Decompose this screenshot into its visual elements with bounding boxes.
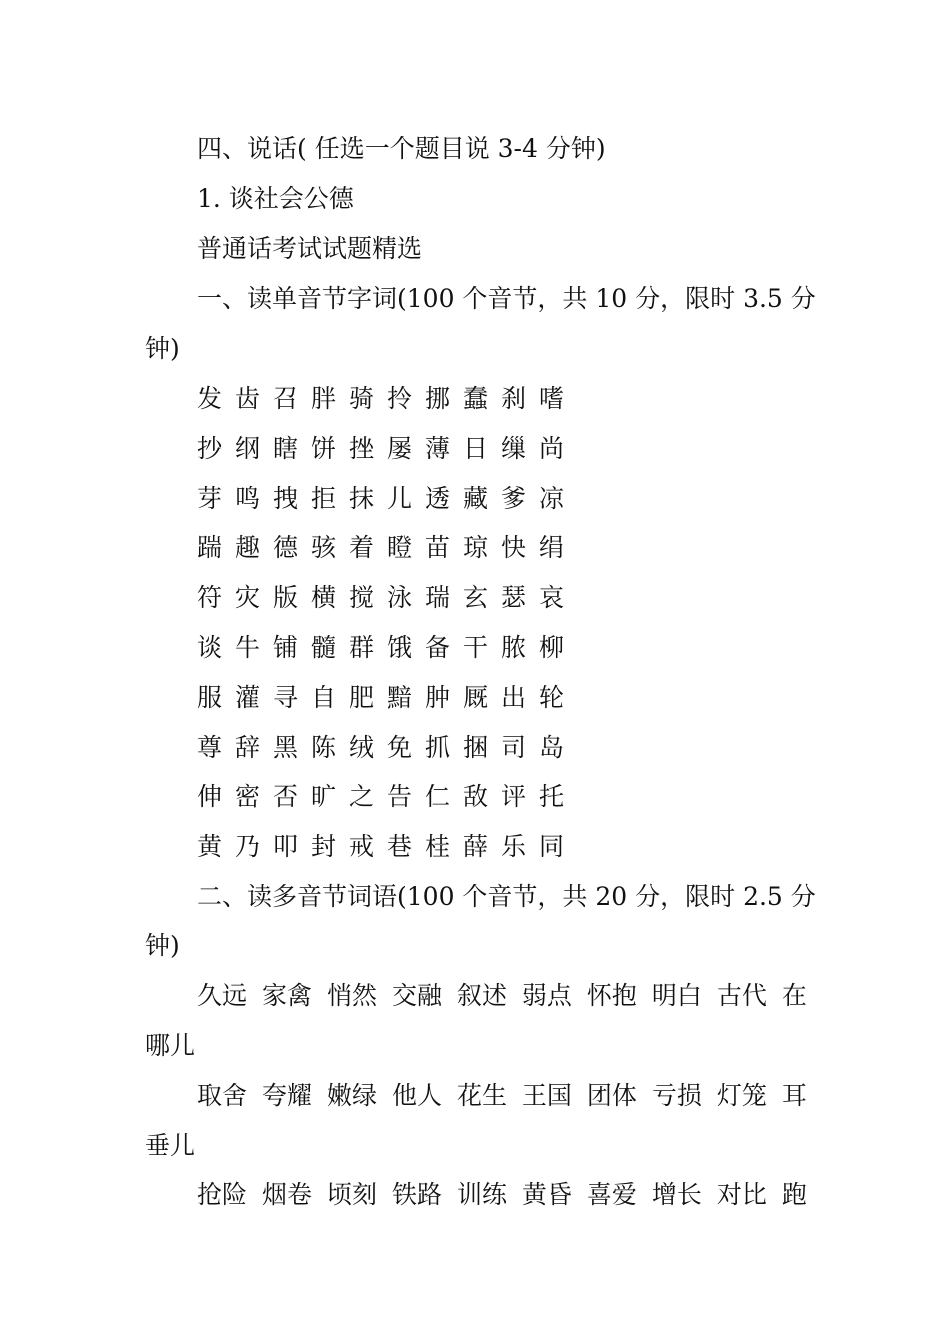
char-row xyxy=(197,384,577,414)
char-row xyxy=(197,633,577,663)
syllable-char: 否 xyxy=(273,782,299,811)
syllable-char: 乃 xyxy=(235,832,261,861)
syllable-char: 铺 xyxy=(273,633,299,662)
syllable-char: 之 xyxy=(349,782,375,811)
syllable-char: 群 xyxy=(349,633,375,662)
word-item: 王国 xyxy=(521,1081,572,1110)
syllable-char: 黑 xyxy=(273,733,299,762)
word-row-wrap: 哪儿 xyxy=(145,1031,196,1060)
word-item: 对比 xyxy=(716,1180,767,1209)
syllable-char: 儿 xyxy=(387,484,413,513)
char-row xyxy=(197,484,577,514)
syllable-char: 辞 xyxy=(235,733,261,762)
word-item: 在 xyxy=(781,981,807,1010)
syllable-char: 挪 xyxy=(425,384,451,413)
syllable-char: 凉 xyxy=(539,484,565,513)
word-item: 弱点 xyxy=(521,981,572,1010)
syllable-char: 灌 xyxy=(235,683,261,712)
syllable-char: 刹 xyxy=(501,384,527,413)
word-item: 训练 xyxy=(456,1180,507,1209)
syllable-char: 轮 xyxy=(539,683,565,712)
syllable-char: 琼 xyxy=(463,533,489,562)
word-item: 古代 xyxy=(716,981,767,1010)
syllable-char: 备 xyxy=(425,633,451,662)
syllable-char: 抓 xyxy=(425,733,451,762)
syllable-char: 仁 xyxy=(425,782,451,811)
word-item: 久远 xyxy=(197,981,248,1010)
syllable-char: 纲 xyxy=(235,434,261,463)
word-item: 烟卷 xyxy=(261,1180,312,1209)
syllable-char: 同 xyxy=(539,832,565,861)
word-item: 团体 xyxy=(586,1081,637,1110)
syllable-char: 齿 xyxy=(235,384,261,413)
speaking-topic: 1. 谈社会公德 xyxy=(197,184,354,213)
char-row xyxy=(197,782,577,812)
syllable-char: 尊 xyxy=(197,733,223,762)
syllable-char: 叩 xyxy=(273,832,299,861)
syllable-char: 缫 xyxy=(501,434,527,463)
syllable-char: 陈 xyxy=(311,733,337,762)
syllable-char: 日 xyxy=(463,434,489,463)
syllable-char: 厩 xyxy=(463,683,489,712)
syllable-char: 出 xyxy=(501,683,527,712)
syllable-char: 着 xyxy=(349,533,375,562)
syllable-char: 桂 xyxy=(425,832,451,861)
syllable-char: 黯 xyxy=(387,683,413,712)
syllable-char: 密 xyxy=(235,782,261,811)
syllable-char: 屡 xyxy=(387,434,413,463)
syllable-char: 饼 xyxy=(311,434,337,463)
word-item: 铁路 xyxy=(391,1180,442,1209)
syllable-char: 绢 xyxy=(539,533,565,562)
word-row-wrap: 垂儿 xyxy=(145,1131,196,1160)
word-item: 嫩绿 xyxy=(326,1081,377,1110)
syllable-char: 胖 xyxy=(311,384,337,413)
word-item: 夸耀 xyxy=(261,1081,312,1110)
syllable-char: 瞎 xyxy=(273,434,299,463)
syllable-char: 寻 xyxy=(273,683,299,712)
word-row xyxy=(197,1081,807,1111)
part2-heading-wrap: 钟) xyxy=(145,931,180,960)
part1-heading-wrap: 钟) xyxy=(145,334,180,363)
syllable-char: 黄 xyxy=(197,832,223,861)
syllable-char: 德 xyxy=(273,533,299,562)
syllable-char: 芽 xyxy=(197,484,223,513)
syllable-char: 透 xyxy=(425,484,451,513)
syllable-char: 服 xyxy=(197,683,223,712)
syllable-char: 绒 xyxy=(349,733,375,762)
syllable-char: 骑 xyxy=(349,384,375,413)
word-item: 黄昏 xyxy=(521,1180,572,1209)
syllable-char: 封 xyxy=(311,832,337,861)
char-row xyxy=(197,683,577,713)
syllable-char: 发 xyxy=(197,384,223,413)
syllable-char: 尚 xyxy=(539,434,565,463)
word-item: 家禽 xyxy=(261,981,312,1010)
syllable-char: 嗜 xyxy=(539,384,565,413)
syllable-char: 饿 xyxy=(387,633,413,662)
syllable-char: 薄 xyxy=(425,434,451,463)
syllable-char: 趣 xyxy=(235,533,261,562)
syllable-char: 快 xyxy=(501,533,527,562)
syllable-char: 伸 xyxy=(197,782,223,811)
syllable-char: 牛 xyxy=(235,633,261,662)
syllable-char: 谈 xyxy=(197,633,223,662)
word-item: 叙述 xyxy=(456,981,507,1010)
word-item: 亏损 xyxy=(651,1081,702,1110)
syllable-char: 评 xyxy=(501,782,527,811)
part1-heading: 一、读单音节字词(100 个音节，共 10 分，限时 3.5 分 xyxy=(197,284,816,313)
syllable-char: 玄 xyxy=(463,583,489,612)
syllable-char: 骇 xyxy=(311,533,337,562)
syllable-char: 苗 xyxy=(425,533,451,562)
syllable-char: 敌 xyxy=(463,782,489,811)
word-item: 跑 xyxy=(781,1180,807,1209)
syllable-char: 版 xyxy=(273,583,299,612)
syllable-char: 横 xyxy=(311,583,337,612)
syllable-char: 自 xyxy=(311,683,337,712)
syllable-char: 髓 xyxy=(311,633,337,662)
syllable-char: 肿 xyxy=(425,683,451,712)
syllable-char: 符 xyxy=(197,583,223,612)
word-item: 抢险 xyxy=(197,1180,248,1209)
char-row xyxy=(197,583,577,613)
syllable-char: 踹 xyxy=(197,533,223,562)
syllable-char: 乐 xyxy=(501,832,527,861)
word-item: 耳 xyxy=(781,1081,807,1110)
char-row xyxy=(197,434,577,464)
char-row xyxy=(197,733,577,763)
word-item: 怀抱 xyxy=(586,981,637,1010)
syllable-char: 捆 xyxy=(463,733,489,762)
syllable-char: 拎 xyxy=(387,384,413,413)
syllable-char: 柳 xyxy=(539,633,565,662)
char-row xyxy=(197,832,577,862)
syllable-char: 灾 xyxy=(235,583,261,612)
syllable-char: 肥 xyxy=(349,683,375,712)
word-item: 明白 xyxy=(651,981,702,1010)
syllable-char: 抹 xyxy=(349,484,375,513)
word-row xyxy=(197,981,807,1011)
word-item: 他人 xyxy=(391,1081,442,1110)
syllable-char: 鸣 xyxy=(235,484,261,513)
syllable-char: 告 xyxy=(387,782,413,811)
syllable-char: 巷 xyxy=(387,832,413,861)
char-row xyxy=(197,533,577,563)
syllable-char: 挫 xyxy=(349,434,375,463)
syllable-char: 蠢 xyxy=(463,384,489,413)
syllable-char: 瑟 xyxy=(501,583,527,612)
word-item: 灯笼 xyxy=(716,1081,767,1110)
syllable-char: 搅 xyxy=(349,583,375,612)
syllable-char: 爹 xyxy=(501,484,527,513)
syllable-char: 干 xyxy=(463,633,489,662)
word-item: 喜爱 xyxy=(586,1180,637,1209)
part2-heading: 二、读多音节词语(100 个音节，共 20 分，限时 2.5 分 xyxy=(197,882,816,911)
word-item: 交融 xyxy=(391,981,442,1010)
syllable-char: 旷 xyxy=(311,782,337,811)
word-row xyxy=(197,1180,807,1210)
syllable-char: 司 xyxy=(501,733,527,762)
syllable-char: 抄 xyxy=(197,434,223,463)
syllable-char: 瞪 xyxy=(387,533,413,562)
section-heading-speaking: 四、说话( 任选一个题目说 3-4 分钟) xyxy=(197,134,606,163)
syllable-char: 脓 xyxy=(501,633,527,662)
syllable-char: 薛 xyxy=(463,832,489,861)
word-item: 增长 xyxy=(651,1180,702,1209)
syllable-char: 拒 xyxy=(311,484,337,513)
syllable-char: 免 xyxy=(387,733,413,762)
document-title: 普通话考试试题精选 xyxy=(197,234,423,263)
syllable-char: 托 xyxy=(539,782,565,811)
syllable-char: 哀 xyxy=(539,583,565,612)
syllable-char: 拽 xyxy=(273,484,299,513)
word-item: 悄然 xyxy=(326,981,377,1010)
syllable-char: 泳 xyxy=(387,583,413,612)
word-item: 取舍 xyxy=(197,1081,248,1110)
syllable-char: 召 xyxy=(273,384,299,413)
syllable-char: 戒 xyxy=(349,832,375,861)
syllable-char: 岛 xyxy=(539,733,565,762)
word-item: 花生 xyxy=(456,1081,507,1110)
syllable-char: 藏 xyxy=(463,484,489,513)
syllable-char: 瑞 xyxy=(425,583,451,612)
word-item: 顷刻 xyxy=(326,1180,377,1209)
